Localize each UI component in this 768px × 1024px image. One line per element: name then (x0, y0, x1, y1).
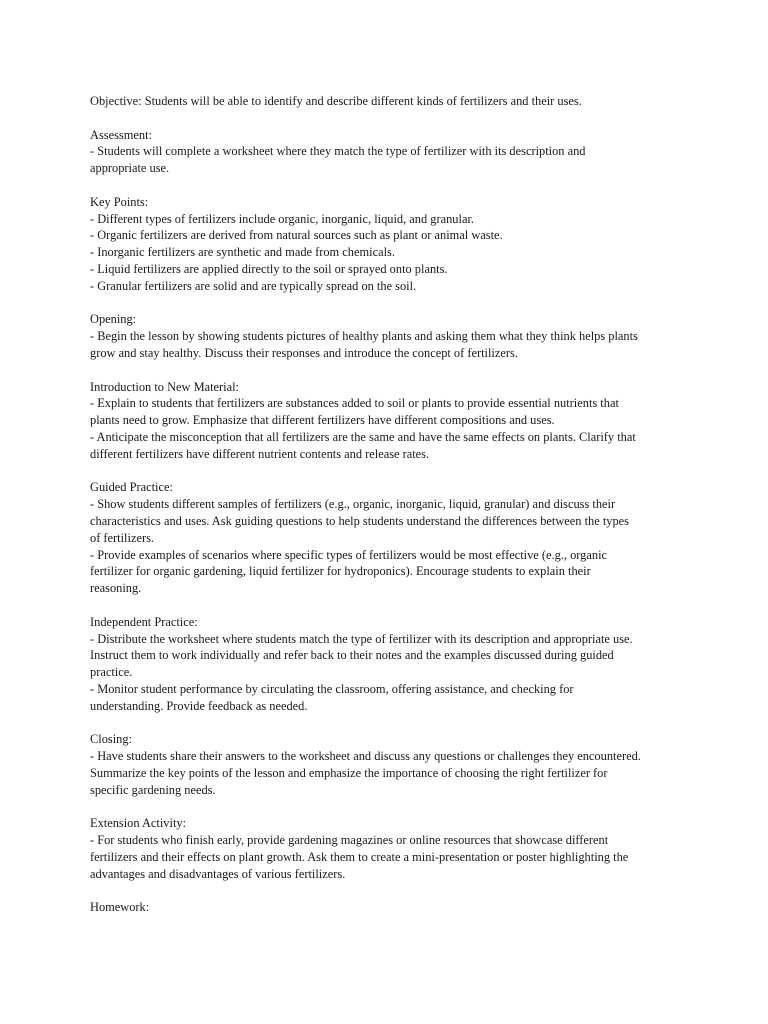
opening-line: grow and stay healthy. Discuss their responses and introduce the concept of fertilizers. (90, 345, 518, 360)
guided-practice-line: reasoning. (90, 581, 142, 596)
key-point-item: - Inorganic fertilizers are synthetic and made from chemicals. (90, 245, 395, 260)
introduction-line: - Explain to students that fertilizers are substances added to soil or plants to provide essential nutrients that (90, 396, 619, 411)
independent-practice-section (90, 614, 690, 715)
key-points-section (90, 194, 690, 295)
guided-practice-line: of fertilizers. (90, 530, 154, 545)
homework-section (90, 899, 690, 916)
independent-practice-line: understanding. Provide feedback as needed. (90, 698, 308, 713)
extension-activity-section (90, 815, 690, 882)
key-point-item: - Granular fertilizers are solid and are typically spread on the soil. (90, 278, 417, 293)
key-point-item: - Organic fertilizers are derived from natural sources such as plant or animal waste. (90, 228, 503, 243)
closing-section (90, 731, 690, 798)
extension-activity-heading: Extension Activity: (90, 816, 187, 831)
closing-heading: Closing: (90, 732, 132, 747)
introduction-line: plants need to grow. Emphasize that different fertilizers have different compositions and uses. (90, 413, 555, 428)
assessment-line: - Students will complete a worksheet where they match the type of fertilizer with its description and (90, 144, 586, 159)
closing-line: - Have students share their answers to the worksheet and discuss any questions or challenges they encountered. (90, 749, 641, 764)
assessment-section (90, 127, 690, 177)
closing-line: specific gardening needs. (90, 782, 216, 797)
guided-practice-line: - Provide examples of scenarios where specific types of fertilizers would be most effective (e.g., organic (90, 547, 608, 562)
extension-activity-line: fertilizers and their effects on plant growth. Ask them to create a mini-presentation or poster highlighting the (90, 849, 629, 864)
objective-text: Objective: Students will be able to identify and describe different kinds of fertilizers and their uses. (90, 94, 582, 108)
guided-practice-line: fertilizer for organic gardening, liquid fertilizer for hydroponics). Encourage students to explain their (90, 564, 591, 579)
guided-practice-heading: Guided Practice: (90, 480, 173, 495)
opening-line: - Begin the lesson by showing students pictures of healthy plants and asking them what they think helps plants (90, 329, 638, 344)
introduction-line: - Anticipate the misconception that all fertilizers are the same and have the same effects on plants. Clarify that (90, 429, 636, 444)
closing-line: Summarize the key points of the lesson and emphasize the importance of choosing the right fertilizer for (90, 765, 608, 780)
introduction-section (90, 379, 690, 463)
introduction-heading: Introduction to New Material: (90, 379, 239, 394)
guided-practice-line: characteristics and uses. Ask guiding questions to help students understand the differences between the types (90, 513, 629, 528)
guided-practice-line: - Show students different samples of fertilizers (e.g., organic, inorganic, liquid, granular) and discuss their (90, 497, 616, 512)
opening-section (90, 311, 690, 361)
lesson-plan-document (90, 93, 690, 933)
independent-practice-heading: Independent Practice: (90, 614, 198, 629)
guided-practice-section (90, 479, 690, 597)
independent-practice-line: Instruct them to work individually and refer back to their notes and the examples discussed during guided (90, 648, 614, 663)
extension-activity-line: advantages and disadvantages of various fertilizers. (90, 866, 346, 881)
extension-activity-line: - For students who finish early, provide gardening magazines or online resources that showcase different (90, 833, 609, 848)
objective-section (90, 93, 690, 110)
independent-practice-line: - Distribute the worksheet where students match the type of fertilizer with its description and appropriate use. (90, 631, 633, 646)
independent-practice-line: - Monitor student performance by circulating the classroom, offering assistance, and checking for (90, 681, 574, 696)
independent-practice-line: practice. (90, 665, 133, 680)
key-points-heading: Key Points: (90, 194, 149, 209)
key-point-item: - Different types of fertilizers include organic, inorganic, liquid, and granular. (90, 211, 474, 226)
homework-heading: Homework: (90, 900, 150, 915)
introduction-line: different fertilizers have different nutrient contents and release rates. (90, 446, 430, 461)
opening-heading: Opening: (90, 312, 137, 327)
assessment-line: appropriate use. (90, 161, 170, 176)
assessment-heading: Assessment: (90, 127, 152, 142)
key-point-item: - Liquid fertilizers are applied directly to the soil or sprayed onto plants. (90, 261, 448, 276)
